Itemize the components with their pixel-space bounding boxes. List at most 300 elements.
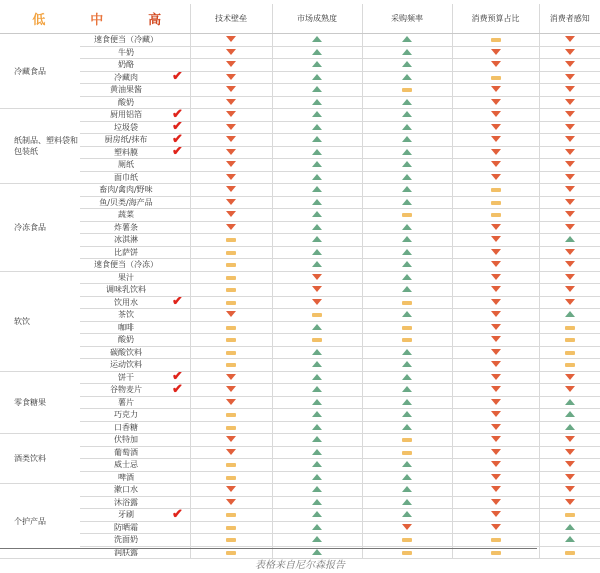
indicator-cell-budget-share [452, 396, 539, 409]
up-arrow-icon [312, 49, 322, 55]
indicator-cell-consumer-perception [539, 146, 600, 159]
item-cell: 茶饮 [80, 309, 172, 322]
flat-bar-icon [226, 351, 236, 355]
indicator-cell-consumer-perception [539, 446, 600, 459]
indicator-cell-market-maturity [272, 146, 362, 159]
indicator-cell-consumer-perception [539, 209, 600, 222]
up-arrow-icon [312, 549, 322, 555]
indicator-cell-market-maturity [272, 446, 362, 459]
up-arrow-icon [402, 236, 412, 242]
item-cell: 畜肉/禽肉/野味 [80, 184, 172, 197]
indicator-cell-purchase-frequency [362, 446, 452, 459]
up-arrow-icon [312, 136, 322, 142]
up-arrow-icon [402, 486, 412, 492]
up-arrow-icon [402, 386, 412, 392]
down-arrow-icon [491, 174, 501, 180]
up-arrow-icon [402, 136, 412, 142]
indicator-cell-purchase-frequency [362, 246, 452, 259]
down-arrow-icon [565, 199, 575, 205]
down-arrow-icon [565, 211, 575, 217]
indicator-cell-purchase-frequency [362, 34, 452, 47]
up-arrow-icon [312, 261, 322, 267]
indicator-cell-market-maturity [272, 109, 362, 122]
indicator-cell-tech-barrier [190, 421, 272, 434]
indicator-cell-tech-barrier [190, 196, 272, 209]
check-cell [172, 234, 190, 247]
up-arrow-icon [402, 99, 412, 105]
indicator-cell-purchase-frequency [362, 184, 452, 197]
down-arrow-icon [226, 374, 236, 380]
down-arrow-icon [491, 336, 501, 342]
flat-bar-icon [226, 363, 236, 367]
check-cell [172, 534, 190, 547]
indicator-cell-consumer-perception [539, 271, 600, 284]
down-arrow-icon [226, 74, 236, 80]
down-arrow-icon [491, 411, 501, 417]
down-arrow-icon [565, 461, 575, 467]
indicator-cell-market-maturity [272, 196, 362, 209]
down-arrow-icon [565, 124, 575, 130]
flat-bar-icon [565, 326, 575, 330]
indicator-cell-consumer-perception [539, 409, 600, 422]
indicator-cell-purchase-frequency [362, 96, 452, 109]
indicator-cell-market-maturity [272, 259, 362, 272]
check-cell [172, 259, 190, 272]
flat-bar-icon [226, 326, 236, 330]
category-cell: 个护产品 [0, 484, 80, 559]
up-arrow-icon [312, 324, 322, 330]
indicator-cell-consumer-perception [539, 84, 600, 97]
up-arrow-icon [312, 74, 322, 80]
indicator-cell-tech-barrier [190, 271, 272, 284]
down-arrow-icon [226, 211, 236, 217]
down-arrow-icon [491, 249, 501, 255]
indicator-cell-market-maturity [272, 271, 362, 284]
table-row [0, 534, 600, 547]
flat-bar-icon [226, 513, 236, 517]
indicator-cell-budget-share [452, 209, 539, 222]
indicator-cell-purchase-frequency [362, 221, 452, 234]
down-arrow-icon [491, 261, 501, 267]
indicator-cell-consumer-perception [539, 296, 600, 309]
indicator-cell-tech-barrier [190, 134, 272, 147]
table-row [0, 496, 600, 509]
up-arrow-icon [565, 311, 575, 317]
down-arrow-icon [226, 224, 236, 230]
category-cell: 软饮 [0, 271, 80, 371]
indicator-cell-tech-barrier [190, 521, 272, 534]
indicator-cell-purchase-frequency [362, 346, 452, 359]
indicator-cell-budget-share [452, 221, 539, 234]
indicator-cell-market-maturity [272, 384, 362, 397]
indicator-cell-market-maturity [272, 334, 362, 347]
down-arrow-icon [491, 136, 501, 142]
table-row [0, 446, 600, 459]
item-cell: 鱼/贝类/海产品 [80, 196, 172, 209]
up-arrow-icon [312, 174, 322, 180]
table-row [0, 134, 600, 147]
indicator-cell-tech-barrier [190, 184, 272, 197]
indicator-cell-budget-share [452, 259, 539, 272]
check-cell [172, 334, 190, 347]
checkmark-icon: ✔ [172, 133, 183, 146]
check-cell [172, 496, 190, 509]
indicator-cell-tech-barrier [190, 46, 272, 59]
up-arrow-icon [312, 211, 322, 217]
indicator-cell-market-maturity [272, 134, 362, 147]
indicator-cell-market-maturity [272, 509, 362, 522]
down-arrow-icon [491, 374, 501, 380]
indicator-cell-budget-share [452, 109, 539, 122]
indicator-cell-market-maturity [272, 346, 362, 359]
up-arrow-icon [402, 61, 412, 67]
down-arrow-icon [491, 49, 501, 55]
indicator-cell-tech-barrier [190, 484, 272, 497]
indicator-cell-purchase-frequency [362, 359, 452, 372]
indicator-cell-budget-share [452, 371, 539, 384]
table-row [0, 296, 600, 309]
table-row [0, 434, 600, 447]
item-cell: 巧克力 [80, 409, 172, 422]
check-cell [172, 421, 190, 434]
indicator-cell-purchase-frequency [362, 496, 452, 509]
indicator-cell-purchase-frequency [362, 471, 452, 484]
up-arrow-icon [565, 424, 575, 430]
down-arrow-icon [226, 36, 236, 42]
check-cell [172, 446, 190, 459]
indicator-cell-purchase-frequency [362, 421, 452, 434]
table-row [0, 221, 600, 234]
indicator-cell-consumer-perception [539, 359, 600, 372]
indicator-cell-budget-share [452, 509, 539, 522]
indicator-cell-budget-share [452, 521, 539, 534]
indicator-cell-consumer-perception [539, 496, 600, 509]
up-arrow-icon [312, 86, 322, 92]
flat-bar-icon [226, 238, 236, 242]
indicator-cell-market-maturity [272, 59, 362, 72]
up-arrow-icon [402, 399, 412, 405]
down-arrow-icon [226, 124, 236, 130]
indicator-cell-budget-share [452, 171, 539, 184]
table-row [0, 309, 600, 322]
indicator-cell-market-maturity [272, 96, 362, 109]
flat-bar-icon [491, 188, 501, 192]
flat-bar-icon [312, 338, 322, 342]
item-cell: 伏特加 [80, 434, 172, 447]
item-cell: 牛奶 [80, 46, 172, 59]
indicator-cell-budget-share [452, 359, 539, 372]
indicator-cell-market-maturity [272, 471, 362, 484]
item-cell: 漱口水 [80, 484, 172, 497]
indicator-cell-consumer-perception [539, 309, 600, 322]
check-cell [172, 134, 190, 147]
item-cell: 厕纸 [80, 159, 172, 172]
indicator-cell-purchase-frequency [362, 46, 452, 59]
indicator-cell-market-maturity [272, 396, 362, 409]
up-arrow-icon [312, 36, 322, 42]
check-cell [172, 371, 190, 384]
up-arrow-icon [312, 411, 322, 417]
down-arrow-icon [312, 274, 322, 280]
indicator-cell-consumer-perception [539, 334, 600, 347]
item-cell: 厨房纸/抹布 [80, 134, 172, 147]
down-arrow-icon [491, 361, 501, 367]
indicator-cell-purchase-frequency [362, 109, 452, 122]
flat-bar-icon [226, 251, 236, 255]
indicator-cell-consumer-perception [539, 534, 600, 547]
check-cell [172, 96, 190, 109]
flat-bar-icon [491, 38, 501, 42]
indicator-cell-purchase-frequency [362, 334, 452, 347]
up-arrow-icon [312, 486, 322, 492]
column-header-market-maturity: 市场成熟度 [272, 4, 362, 34]
checkmark-icon: ✔ [172, 146, 183, 159]
indicator-cell-purchase-frequency [362, 434, 452, 447]
flat-bar-icon [402, 451, 412, 455]
up-arrow-icon [402, 349, 412, 355]
table-row [0, 371, 600, 384]
down-arrow-icon [491, 236, 501, 242]
flat-bar-icon [491, 551, 501, 555]
indicator-cell-budget-share [452, 409, 539, 422]
indicator-cell-budget-share [452, 496, 539, 509]
item-cell: 防晒霜 [80, 521, 172, 534]
flat-bar-icon [491, 201, 501, 205]
check-cell [172, 509, 190, 522]
indicator-cell-tech-barrier [190, 171, 272, 184]
down-arrow-icon [491, 324, 501, 330]
down-arrow-icon [226, 111, 236, 117]
down-arrow-icon [565, 49, 575, 55]
up-arrow-icon [402, 36, 412, 42]
indicator-cell-budget-share [452, 309, 539, 322]
indicator-cell-market-maturity [272, 521, 362, 534]
indicator-cell-tech-barrier [190, 384, 272, 397]
indicator-cell-budget-share [452, 271, 539, 284]
down-arrow-icon [491, 124, 501, 130]
indicator-cell-tech-barrier [190, 371, 272, 384]
checkmark-icon: ✔ [172, 383, 183, 396]
indicator-cell-budget-share [452, 484, 539, 497]
indicator-cell-consumer-perception [539, 384, 600, 397]
up-arrow-icon [312, 424, 322, 430]
indicator-cell-market-maturity [272, 421, 362, 434]
checkmark-icon: ✔ [172, 108, 183, 121]
up-arrow-icon [312, 124, 322, 130]
indicator-cell-purchase-frequency [362, 396, 452, 409]
indicator-cell-budget-share [452, 434, 539, 447]
indicator-cell-market-maturity [272, 409, 362, 422]
table-row [0, 171, 600, 184]
item-cell: 冰淇淋 [80, 234, 172, 247]
table-header-row [0, 4, 600, 34]
table-row [0, 71, 600, 84]
indicator-cell-consumer-perception [539, 134, 600, 147]
item-cell: 面巾纸 [80, 171, 172, 184]
table-row [0, 359, 600, 372]
up-arrow-icon [312, 186, 322, 192]
category-cell: 冷冻食品 [0, 184, 80, 272]
table-row [0, 384, 600, 397]
up-arrow-icon [565, 236, 575, 242]
up-arrow-icon [312, 474, 322, 480]
up-arrow-icon [312, 161, 322, 167]
table-row [0, 521, 600, 534]
item-cell: 洗面奶 [80, 534, 172, 547]
indicator-cell-tech-barrier [190, 34, 272, 47]
indicator-cell-purchase-frequency [362, 196, 452, 209]
flat-bar-icon [226, 276, 236, 280]
item-cell: 塑料膜 [80, 146, 172, 159]
up-arrow-icon [402, 511, 412, 517]
down-arrow-icon [565, 111, 575, 117]
item-cell: 谷物麦片 [80, 384, 172, 397]
up-arrow-icon [402, 361, 412, 367]
item-cell: 碳酸饮料 [80, 346, 172, 359]
item-cell: 饼干 [80, 371, 172, 384]
up-arrow-icon [402, 461, 412, 467]
indicator-cell-tech-barrier [190, 334, 272, 347]
indicator-cell-budget-share [452, 534, 539, 547]
check-cell [172, 221, 190, 234]
indicator-cell-tech-barrier [190, 234, 272, 247]
indicator-cell-budget-share [452, 84, 539, 97]
indicator-cell-purchase-frequency [362, 484, 452, 497]
indicator-cell-budget-share [452, 34, 539, 47]
indicator-cell-market-maturity [272, 484, 362, 497]
table-row [0, 284, 600, 297]
item-cell: 比萨饼 [80, 246, 172, 259]
legend-high: 高 [148, 13, 162, 28]
down-arrow-icon [491, 486, 501, 492]
down-arrow-icon [491, 299, 501, 305]
indicator-cell-consumer-perception [539, 246, 600, 259]
check-cell [172, 109, 190, 122]
table-row [0, 409, 600, 422]
check-cell [172, 46, 190, 59]
down-arrow-icon [491, 224, 501, 230]
indicator-cell-consumer-perception [539, 196, 600, 209]
down-arrow-icon [565, 299, 575, 305]
indicator-cell-purchase-frequency [362, 209, 452, 222]
table-row [0, 321, 600, 334]
check-cell [172, 434, 190, 447]
table-row [0, 209, 600, 222]
down-arrow-icon [312, 286, 322, 292]
down-arrow-icon [491, 86, 501, 92]
item-cell: 速食便当（冷冻） [80, 259, 172, 272]
down-arrow-icon [226, 61, 236, 67]
down-arrow-icon [565, 149, 575, 155]
table-row [0, 334, 600, 347]
indicator-cell-market-maturity [272, 309, 362, 322]
indicator-cell-purchase-frequency [362, 521, 452, 534]
down-arrow-icon [565, 486, 575, 492]
down-arrow-icon [491, 524, 501, 530]
table-row [0, 509, 600, 522]
indicator-cell-purchase-frequency [362, 146, 452, 159]
down-arrow-icon [226, 449, 236, 455]
up-arrow-icon [402, 199, 412, 205]
indicator-cell-market-maturity [272, 434, 362, 447]
legend-header [0, 4, 190, 34]
up-arrow-icon [402, 149, 412, 155]
table-row [0, 396, 600, 409]
down-arrow-icon [491, 149, 501, 155]
indicator-cell-tech-barrier [190, 296, 272, 309]
up-arrow-icon [312, 249, 322, 255]
indicator-cell-budget-share [452, 296, 539, 309]
table-caption: 表格来自尼尔森报告 [255, 560, 345, 571]
indicator-cell-consumer-perception [539, 159, 600, 172]
table-row [0, 146, 600, 159]
indicator-cell-market-maturity [272, 496, 362, 509]
indicator-cell-tech-barrier [190, 321, 272, 334]
indicator-cell-tech-barrier [190, 209, 272, 222]
up-arrow-icon [402, 411, 412, 417]
item-cell: 运动饮料 [80, 359, 172, 372]
down-arrow-icon [226, 174, 236, 180]
indicator-cell-market-maturity [272, 284, 362, 297]
up-arrow-icon [312, 436, 322, 442]
evaluation-table [0, 4, 600, 559]
category-cell: 纸制品、塑料袋和包装纸 [0, 109, 80, 184]
indicator-cell-tech-barrier [190, 159, 272, 172]
indicator-cell-tech-barrier [190, 146, 272, 159]
table-row [0, 109, 600, 122]
check-cell [172, 296, 190, 309]
indicator-cell-consumer-perception [539, 259, 600, 272]
table-row [0, 184, 600, 197]
check-cell [172, 309, 190, 322]
check-cell [172, 184, 190, 197]
down-arrow-icon [565, 186, 575, 192]
up-arrow-icon [402, 74, 412, 80]
table-body [0, 34, 600, 559]
indicator-cell-consumer-perception [539, 96, 600, 109]
check-cell [172, 146, 190, 159]
flat-bar-icon [565, 551, 575, 555]
item-cell: 威士忌 [80, 459, 172, 472]
indicator-cell-tech-barrier [190, 496, 272, 509]
table-row [0, 346, 600, 359]
down-arrow-icon [491, 161, 501, 167]
up-arrow-icon [402, 499, 412, 505]
up-arrow-icon [402, 374, 412, 380]
flat-bar-icon [226, 263, 236, 267]
up-arrow-icon [312, 536, 322, 542]
check-cell [172, 471, 190, 484]
indicator-cell-purchase-frequency [362, 384, 452, 397]
up-arrow-icon [312, 199, 322, 205]
flat-bar-icon [402, 338, 412, 342]
column-header-consumer-perception: 消费者感知 [539, 4, 600, 34]
item-cell: 酸奶 [80, 96, 172, 109]
down-arrow-icon [565, 286, 575, 292]
check-cell [172, 159, 190, 172]
indicator-cell-consumer-perception [539, 434, 600, 447]
flat-bar-icon [402, 438, 412, 442]
table-row [0, 271, 600, 284]
indicator-cell-budget-share [452, 284, 539, 297]
indicator-cell-purchase-frequency [362, 71, 452, 84]
indicator-cell-purchase-frequency [362, 509, 452, 522]
down-arrow-icon [565, 136, 575, 142]
table-row [0, 471, 600, 484]
check-cell [172, 271, 190, 284]
indicator-cell-purchase-frequency [362, 321, 452, 334]
indicator-cell-purchase-frequency [362, 309, 452, 322]
